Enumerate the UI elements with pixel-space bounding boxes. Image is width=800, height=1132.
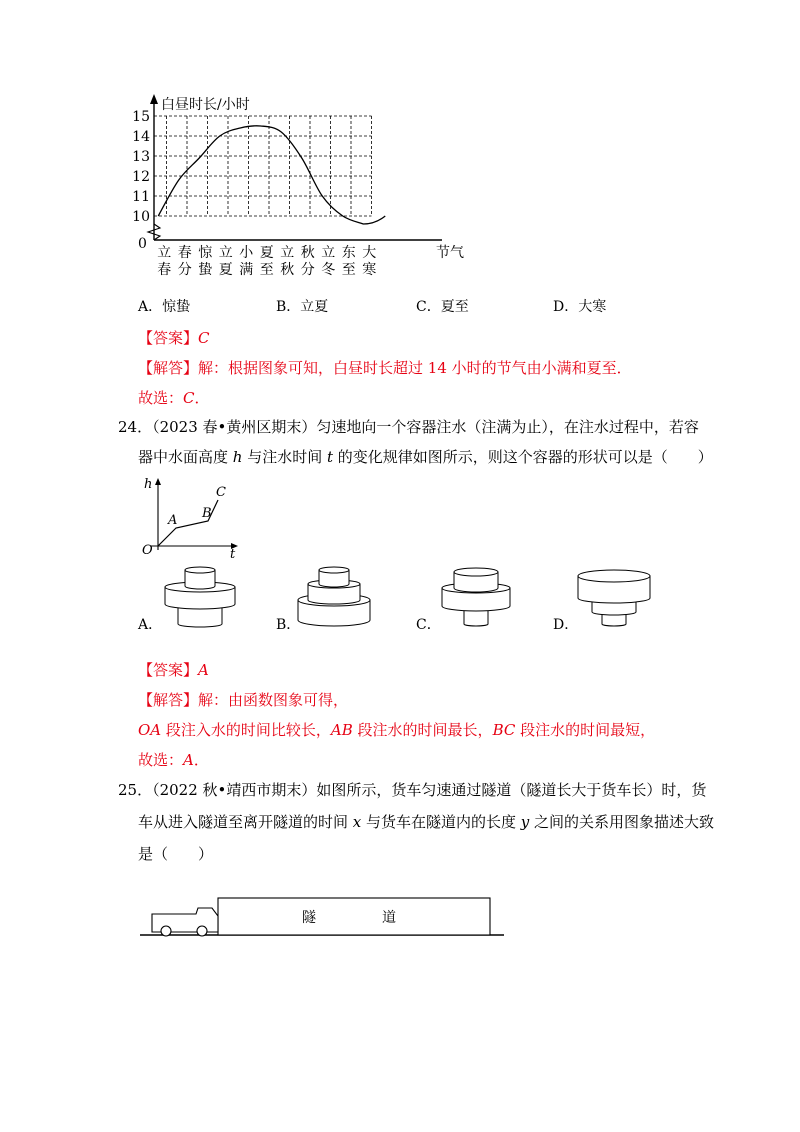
q23-conclusion: 故选：C．	[138, 389, 210, 407]
y-tick-label: 12	[132, 169, 150, 185]
h-axis-label: h	[144, 477, 153, 492]
x-category-label: 夏	[218, 262, 233, 278]
x-category-label: 立	[280, 245, 295, 261]
tunnel	[218, 898, 490, 935]
q25-stem-line-2: 车从进入隧道至离开隧道的时间 x 与货车在隧道内的长度 y 之间的关系用图象描述大致	[138, 813, 715, 831]
q24-stem-line-1: 24．（2023 春•黄州区期末）匀速地向一个容器注水（注满为止），在注水过程中，若容	[118, 418, 699, 436]
container-d[interactable]	[574, 562, 654, 632]
q24-option-d[interactable]: D．	[553, 617, 579, 633]
water-height-graph	[138, 474, 248, 560]
y-tick-label: 13	[132, 149, 150, 165]
x-category-label: 至	[341, 262, 356, 278]
x-category-label: 惊	[198, 245, 213, 261]
x-axis-label: 节气	[436, 245, 464, 261]
daylight-chart	[130, 90, 464, 280]
y-tick-label: 15	[132, 109, 150, 125]
x-category-label: 秋	[300, 245, 315, 261]
x-category-label: 立	[218, 245, 233, 261]
q25-stem-line-1: 25．（2022 秋•靖西市期末）如图所示，货车匀速通过隧道（隧道长大于货车长）时，货	[118, 781, 707, 799]
truck	[152, 908, 218, 936]
q24-option-b[interactable]: B．	[276, 617, 301, 633]
truck-tunnel-figure	[138, 894, 508, 942]
x-category-label: 春	[177, 245, 192, 261]
h-axis-arrow	[155, 478, 161, 485]
t-axis-label: t	[230, 547, 236, 562]
x-category-label: 秋	[280, 262, 295, 278]
x-category-label: 立	[157, 245, 172, 261]
x-category-label: 立	[321, 245, 336, 261]
x-category-label: 分	[177, 262, 192, 278]
q25-stem-line-3: 是（ ）	[138, 845, 214, 863]
q24-stem-line-2: 器中水面高度 h 与注水时间 t 的变化规律如图所示，则这个容器的形状可以是（ ）	[138, 448, 713, 466]
q24-answer: 【答案】A	[138, 661, 209, 679]
y-tick-label: 11	[132, 189, 150, 205]
q23-option-b[interactable]: B．立夏	[276, 299, 329, 315]
q24-solution-detail: OA 段注入水的时间比较长，AB 段注水的时间最长，BC 段注水的时间最短，	[138, 721, 656, 739]
point-b-label: B	[202, 506, 212, 521]
q24-option-c[interactable]: C．	[416, 617, 441, 633]
tunnel-char-1: 隧	[302, 910, 316, 926]
x-category-label: 东	[341, 245, 356, 261]
x-category-label: 至	[259, 262, 274, 278]
container-c[interactable]	[436, 562, 516, 632]
container-b[interactable]	[294, 562, 374, 632]
x-category-label: 小	[239, 245, 254, 261]
x-category-label: 冬	[321, 262, 336, 278]
x-category-label: 分	[300, 262, 315, 278]
point-a-label: A	[168, 513, 178, 528]
q23-option-d[interactable]: D．大寒	[553, 299, 607, 315]
y-axis-label: 白昼时长/小时	[161, 97, 250, 113]
tunnel-char-2: 道	[382, 910, 396, 926]
chart-grid	[154, 116, 372, 216]
x-category-label: 大	[362, 245, 377, 261]
daylight-curve	[158, 126, 385, 224]
y-axis-arrow	[150, 94, 158, 104]
truck-wheel-rear	[161, 926, 171, 936]
q24-solution: 【解答】解：由函数图象可得，	[138, 691, 349, 709]
q23-option-a[interactable]: A．惊蛰	[138, 299, 191, 315]
y-tick-label: 10	[132, 209, 150, 225]
container-a[interactable]	[160, 562, 240, 632]
x-category-label: 寒	[362, 262, 377, 278]
x-category-label: 蛰	[198, 262, 213, 278]
point-c-label: C	[216, 485, 226, 500]
origin-o-label: O	[142, 543, 153, 558]
q24-conclusion: 故选：A．	[138, 751, 209, 769]
origin-label: 0	[138, 236, 147, 252]
q24-option-a[interactable]: A．	[138, 617, 163, 633]
q23-solution: 【解答】解：根据图象可知，白昼时长超过 14 小时的节气由小满和夏至．	[138, 359, 632, 377]
x-category-label: 夏	[259, 245, 274, 261]
truck-wheel-front	[197, 926, 207, 936]
x-category-label: 满	[239, 262, 254, 278]
q23-answer: 【答案】C	[138, 329, 210, 347]
q23-option-c[interactable]: C．夏至	[416, 299, 469, 315]
y-tick-label: 14	[132, 129, 150, 145]
x-category-label: 春	[157, 262, 172, 278]
